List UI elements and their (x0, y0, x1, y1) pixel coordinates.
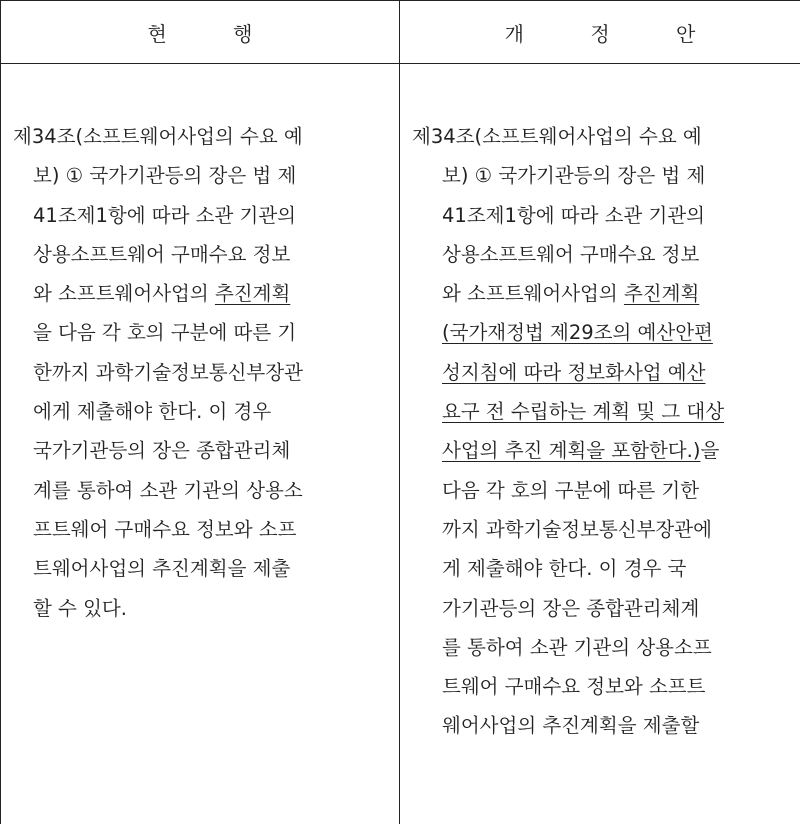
header-revised: 개 정 안 (400, 1, 800, 64)
text-line: 제34조(소프트웨어사업의 수요 예 (1, 117, 399, 156)
text-line: 를 통하여 소관 기관의 상용소프 (400, 628, 800, 667)
text-line (400, 431, 800, 470)
text-line: 국가기관등의 장은 종합관리체 (1, 431, 399, 470)
text-line (1, 274, 399, 313)
header-row (1, 1, 800, 64)
text-line: 계를 통하여 소관 기관의 상용소 (1, 471, 399, 510)
text-segment: 와 소프트웨어사업의 (33, 282, 215, 305)
text-line: 상용소프트웨어 구매수요 정보 (400, 235, 800, 274)
text-segment: 을 (700, 439, 719, 462)
text-line (400, 392, 800, 431)
text-line: 가기관등의 장은 종합관리체계 (400, 589, 800, 628)
underlined-text: 성지침에 따라 정보화사업 예산 (442, 361, 705, 384)
text-line: 프트웨어 구매수요 정보와 소프 (1, 510, 399, 549)
text-line: 까지 과학기술정보통신부장관에 (400, 510, 800, 549)
text-line: 41조제1항에 따라 소관 기관의 (400, 196, 800, 235)
text-line: 다음 각 호의 구분에 따른 기한 (400, 471, 800, 510)
text-segment: 와 소프트웨어사업의 (442, 282, 624, 305)
text-line: 게 제출해야 한다. 이 경우 국 (400, 549, 800, 588)
header-current: 현 행 (1, 1, 400, 64)
text-line: 한까지 과학기술정보통신부장관 (1, 353, 399, 392)
article-row (1, 64, 800, 824)
text-line: 41조제1항에 따라 소관 기관의 (1, 196, 399, 235)
text-line: 할 수 있다. (1, 589, 399, 628)
revised-text-cell (400, 64, 800, 824)
text-line (400, 274, 800, 313)
text-line (400, 313, 800, 352)
underlined-text: 추진계획 (624, 282, 699, 305)
text-line: 트웨어 구매수요 정보와 소프트 (400, 667, 800, 706)
underlined-text: 요구 전 수립하는 계획 및 그 대상 (442, 400, 724, 423)
text-line: 보) ① 국가기관등의 장은 법 제 (400, 156, 800, 195)
text-line: 상용소프트웨어 구매수요 정보 (1, 235, 399, 274)
text-line: 웨어사업의 추진계획을 제출할 (400, 706, 800, 745)
revised-article (400, 117, 800, 746)
text-line: 에게 제출해야 한다. 이 경우 (1, 392, 399, 431)
current-article (1, 117, 399, 628)
text-line: 을 다음 각 호의 구분에 따른 기 (1, 313, 399, 352)
underlined-text: 추진계획 (215, 282, 290, 305)
text-line: 트웨어사업의 추진계획을 제출 (1, 549, 399, 588)
text-line: 보) ① 국가기관등의 장은 법 제 (1, 156, 399, 195)
current-text-cell (1, 64, 400, 824)
text-line (400, 353, 800, 392)
underlined-text: 사업의 추진 계획을 포함한다.) (442, 439, 700, 462)
text-line: 제34조(소프트웨어사업의 수요 예 (400, 117, 800, 156)
underlined-text: (국가재정법 제29조의 예산안편 (442, 321, 713, 344)
